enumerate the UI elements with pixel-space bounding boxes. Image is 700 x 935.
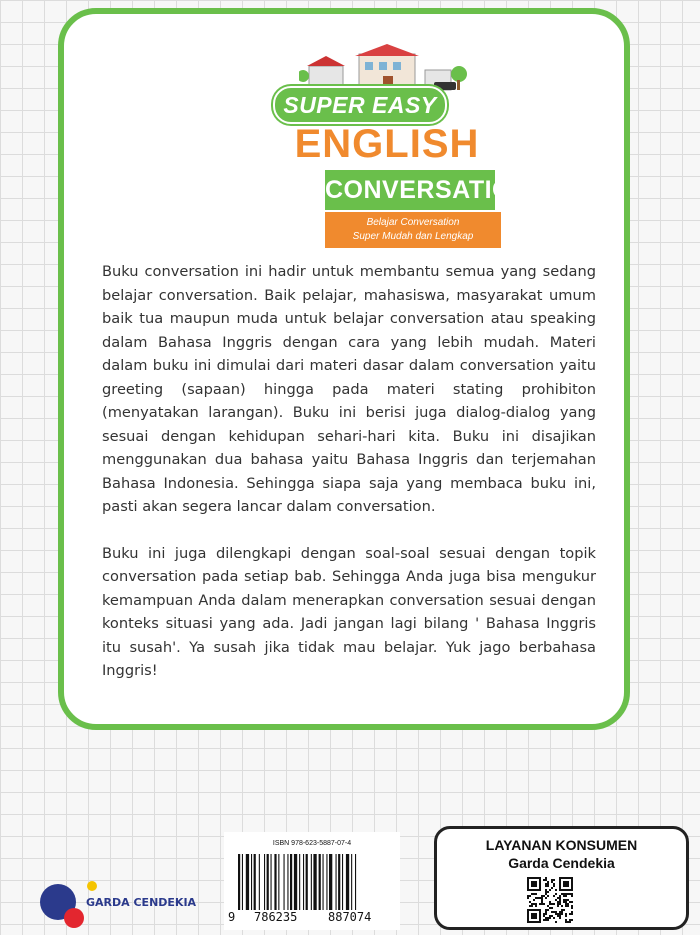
blurb-paragraph-1: Buku conversation ini hadir untuk membantu semua yang sedang belajar conversation. Baik pelajar, mahasiswa, masyarakat umum baik tua maupun muda untuk belajar conversation atau speaking dalam Bahasa Inggris dengan cara yang lebih mudah. Materi dalam buku ini dimulai dari materi dasar dalam conversation yaitu greeting (sapaan) hingga pada materi stating prohibiton (menyatakan larangan). Buku ini berisi juga dialog-dialog yang sesuai dengan kehidupan sehari-hari kita. Buku ini disajikan menggunakan dua bahasa yaitu Bahasa Inggris dan terjemahan Bahasa Indonesia. Sehingga siapa saja yang membaca buku ini, pasti akan segera lancar dalam conversation. [102,263,596,515]
consumer-title: LAYANAN KONSUMEN [485,837,638,853]
blurb-paragraph-2: Buku ini juga dilengkapi dengan soal-soal sesuai dengan topik conversation pada setiap bab. Sehingga Anda juga bisa mengukur kemampuan Anda dalam menerapkan conversation sesuai dengan konteks situasi yang ada. Jadi jangan lagi bilang ' Bahasa Inggris itu susah'. Ya susah jika tidak mau belajar. Yuk jago berbahasa Inggris! [102,544,596,679]
title-conversation: CONVERSATION [325,170,495,210]
book-logo [269,44,531,250]
qr-code-icon [527,877,573,923]
barcode-icon [234,854,394,910]
barcode-digit-group-2: 887074 [328,910,372,924]
tagline-line-2: Super Mudah dan Lengkap [352,231,474,242]
isbn-barcode-box [224,832,400,930]
publisher-name: GARDA CENDEKIA [86,896,197,909]
blurb-text [102,260,596,706]
consumer-service-box [434,826,689,930]
tagline-line-1: Belajar Conversation [366,217,460,228]
super-easy-badge [273,86,447,124]
isbn-label: ISBN 978-623-5887-07-4 [272,840,352,847]
title-english: ENGLISH [294,122,480,166]
tagline [325,212,501,248]
publisher-logo [38,878,218,930]
barcode-digit-group-1: 786235 [254,910,298,924]
consumer-subtitle: Garda Cendekia [508,855,615,871]
barcode-digit-first: 9 [228,910,236,924]
badge-text: SUPER EASY [283,92,437,118]
